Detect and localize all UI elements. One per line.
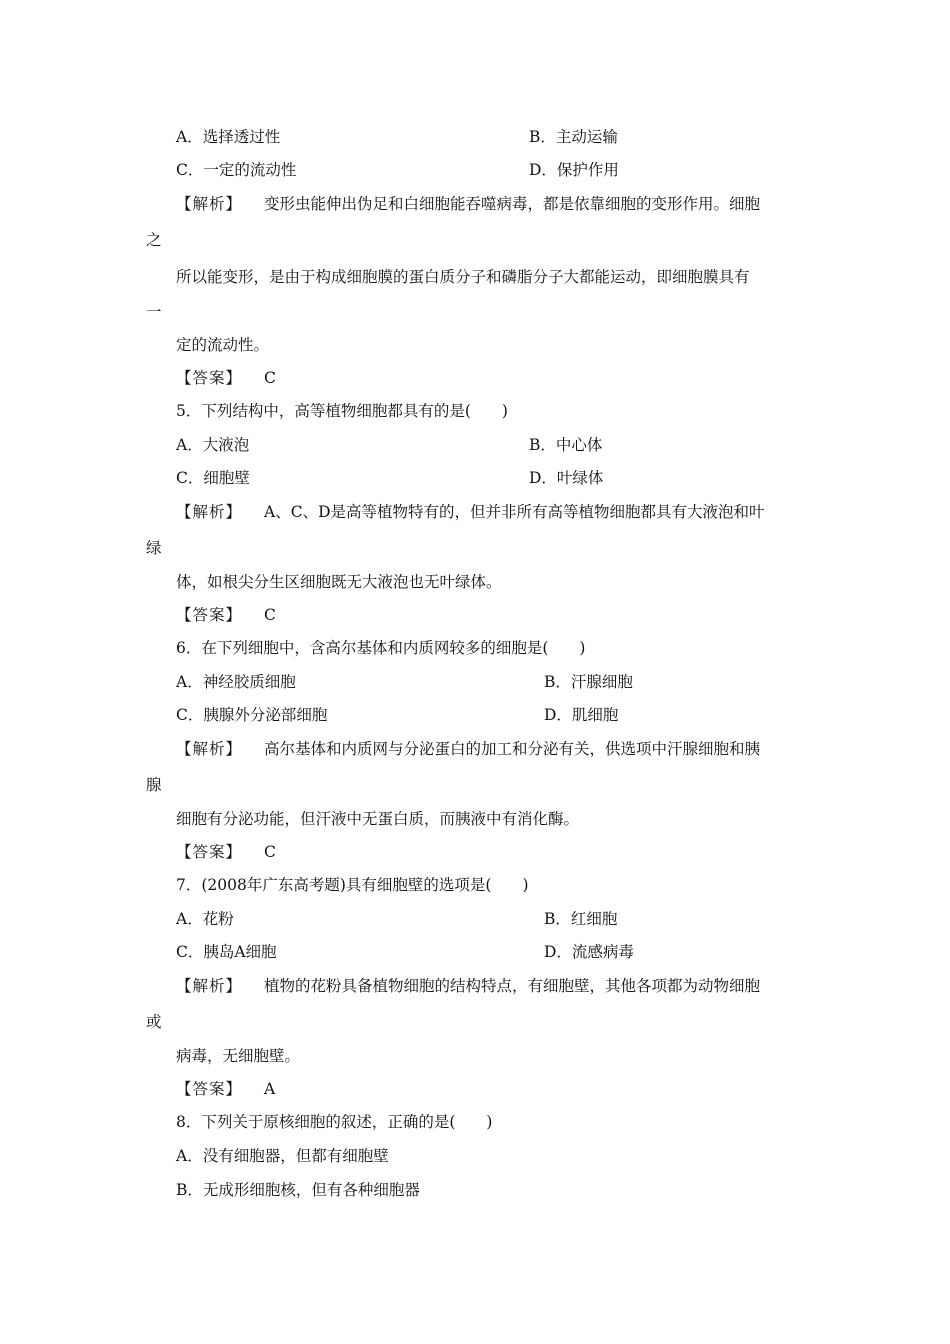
q7-analysis-wrap-1: 或 [146, 1013, 162, 1031]
q5-analysis-wrap-1: 绿 [146, 539, 162, 557]
q4-option-b: B．主动运输 [529, 128, 618, 146]
q5-option-a: A．大液泡 [176, 436, 250, 454]
q4-analysis-wrap-1: 之 [146, 231, 162, 249]
analysis-text: 高尔基体和内质网与分泌蛋白的加工和分泌有关，供选项中汗腺细胞和胰 [264, 740, 761, 758]
q4-answer [176, 368, 276, 388]
q5-option-b: B．中心体 [529, 436, 603, 454]
q5-option-c: C．细胞壁 [176, 469, 250, 487]
q6-option-a: A．神经胶质细胞 [176, 673, 296, 691]
q6-analysis-wrap-1: 腺 [146, 776, 162, 794]
q4-option-a: A．选择透过性 [176, 128, 281, 146]
q4-option-c: C．一定的流动性 [176, 161, 297, 179]
q7-option-b: B．红细胞 [544, 910, 618, 928]
answer-value: C [264, 843, 276, 861]
q6-option-d: D．肌细胞 [544, 706, 619, 724]
q6-option-b: B．汗腺细胞 [544, 673, 633, 691]
q4-analysis-line-2: 所以能变形，是由于构成细胞膜的蛋白质分子和磷脂分子大都能运动，即细胞膜具有 [176, 268, 750, 286]
q4-option-d: D．保护作用 [529, 161, 619, 179]
answer-tag: 【答案】 [176, 1080, 243, 1098]
q4-analysis-line-1 [176, 194, 760, 214]
answer-value: A [264, 1080, 276, 1098]
answer-tag: 【答案】 [176, 606, 243, 624]
q7-analysis-line-1 [176, 976, 760, 996]
answer-value: C [264, 606, 276, 624]
q7-analysis-line-2: 病毒，无细胞壁。 [176, 1047, 301, 1065]
q6-analysis-line-1 [176, 739, 760, 759]
answer-tag: 【答案】 [176, 843, 243, 861]
q8-stem: 8．下列关于原核细胞的叙述，正确的是( ) [176, 1113, 493, 1131]
q5-option-d: D．叶绿体 [529, 469, 604, 487]
q6-option-c: C．胰腺外分泌部细胞 [176, 706, 328, 724]
analysis-tag: 【解析】 [176, 195, 243, 213]
q4-analysis-wrap-2: 一 [146, 303, 162, 321]
analysis-tag: 【解析】 [176, 740, 243, 758]
q7-option-c: C．胰岛A细胞 [176, 943, 277, 961]
q5-analysis-line-1 [176, 502, 765, 522]
q7-stem: 7．(2008年广东高考题)具有细胞壁的选项是( ) [176, 876, 529, 894]
q8-option-b: B．无成形细胞核，但有各种细胞器 [176, 1181, 420, 1199]
answer-value: C [264, 369, 276, 387]
analysis-tag: 【解析】 [176, 977, 243, 995]
q7-answer [176, 1079, 275, 1099]
analysis-text: 植物的花粉具备植物细胞的结构特点，有细胞壁，其他各项都为动物细胞 [264, 977, 761, 995]
q8-option-a: A．没有细胞器，但都有细胞壁 [176, 1147, 389, 1165]
q4-analysis-line-3: 定的流动性。 [176, 336, 270, 354]
answer-tag: 【答案】 [176, 369, 243, 387]
q6-stem: 6．在下列细胞中，含高尔基体和内质网较多的细胞是( ) [176, 639, 586, 657]
q6-answer [176, 842, 276, 862]
q5-analysis-line-2: 体，如根尖分生区细胞既无大液泡也无叶绿体。 [176, 573, 502, 591]
analysis-tag: 【解析】 [176, 503, 243, 521]
q5-answer [176, 605, 276, 625]
q6-analysis-line-2: 细胞有分泌功能，但汗液中无蛋白质，而胰液中有消化酶。 [176, 810, 580, 828]
q5-stem: 5．下列结构中，高等植物细胞都具有的是( ) [176, 402, 508, 420]
analysis-text: 变形虫能伸出伪足和白细胞能吞噬病毒，都是依靠细胞的变形作用。细胞 [264, 195, 761, 213]
q7-option-d: D．流感病毒 [544, 943, 634, 961]
analysis-text: A、C、D是高等植物特有的，但并非所有高等植物细胞都具有大液泡和叶 [264, 503, 765, 521]
q7-option-a: A．花粉 [176, 910, 234, 928]
